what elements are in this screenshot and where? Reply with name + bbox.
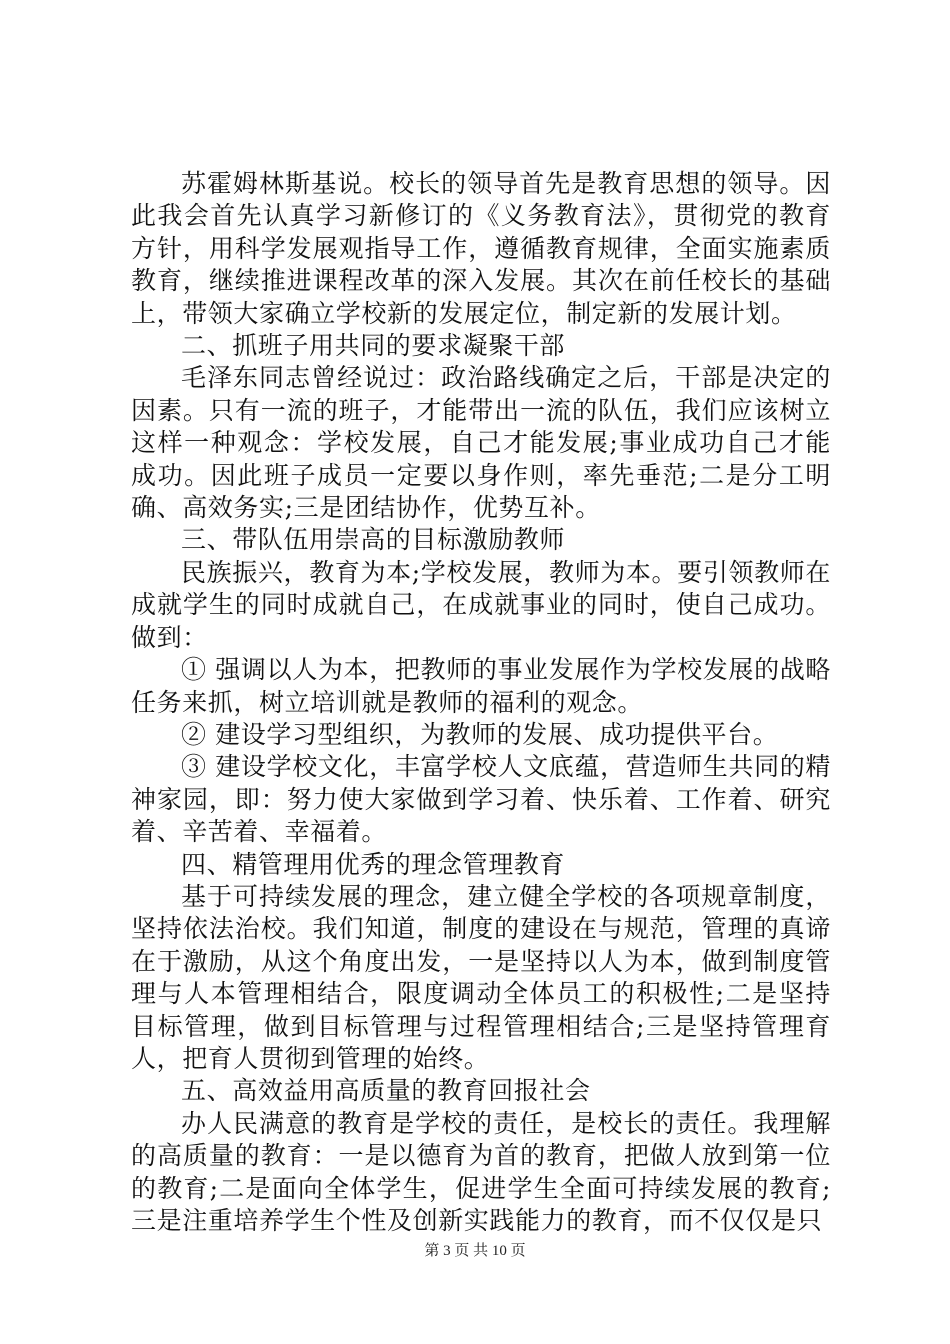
section-heading-leadership-team: 二、抓班子用共同的要求凝聚干部 <box>181 331 566 361</box>
document-body <box>131 168 831 1237</box>
paragraph-leadership-team: 毛泽东同志曾经说过：政治路线确定之后，干部是决定的因素。只有一流的班子，才能带出一流的队伍，我们应该树立这样一种观念：学校发展，自己才能发展;事业成功自己才能成功。因此班子成员一定要以身作则，率先垂范;二是分工明确、高效务实;三是团结协作，优势互补。 <box>131 363 831 523</box>
list-item-school-culture: ③ 建设学校文化，丰富学校人文底蕴，营造师生共同的精神家园，即：努力使大家做到学习着、快乐着、工作着、研究着、辛苦着、幸福着。 <box>131 752 831 847</box>
list-item-learning-organization: ② 建设学习型组织，为教师的发展、成功提供平台。 <box>181 719 779 749</box>
paragraph-leadership-thought: 苏霍姆林斯基说。校长的领导首先是教育思想的领导。因此我会首先认真学习新修订的《义务教育法》，贯彻党的教育方针，用科学发展观指导工作，遵循教育规律，全面实施素质教育，继续推进课程改革的深入发展。其次在前任校长的基础上，带领大家确立学校新的发展定位，制定新的发展计划。 <box>131 169 831 328</box>
page-number-footer: 第 3 页 共 10 页 <box>424 1243 526 1259</box>
paragraph-teachers-intro: 民族振兴，教育为本;学校发展，教师为本。要引领教师在成就学生的同时成就自己，在成就事业的同时，使自己成功。做到： <box>131 557 831 652</box>
paragraph-management: 基于可持续发展的理念，建立健全学校的各项规章制度，坚持依法治校。我们知道，制度的建设在与规范，管理的真谛在于激励，从这个角度出发，一是坚持以人为本，做到制度管理与人本管理相结合，限度调动全体员工的积极性;二是坚持目标管理，做到目标管理与过程管理相结合;三是坚持管理育人，把育人贯彻到管理的始终。 <box>131 881 831 1073</box>
list-item-people-oriented: ① 强调以人为本，把教师的事业发展作为学校发展的战略任务来抓，树立培训就是教师的福利的观念。 <box>131 655 831 717</box>
paragraph-quality-education: 办人民满意的教育是学校的责任，是校长的责任。我理解的高质量的教育：一是以德育为首的教育，把做人放到第一位的教育;二是面向全体学生，促进学生全面可持续发展的教育;三是注重培养学生个性及创新实践能力的教育，而不仅仅是只 <box>131 1108 831 1235</box>
section-heading-management: 四、精管理用优秀的理念管理教育 <box>181 849 566 879</box>
section-heading-teachers: 三、带队伍用崇高的目标激励教师 <box>181 525 566 555</box>
section-heading-quality-education: 五、高效益用高质量的教育回报社会 <box>181 1076 591 1106</box>
